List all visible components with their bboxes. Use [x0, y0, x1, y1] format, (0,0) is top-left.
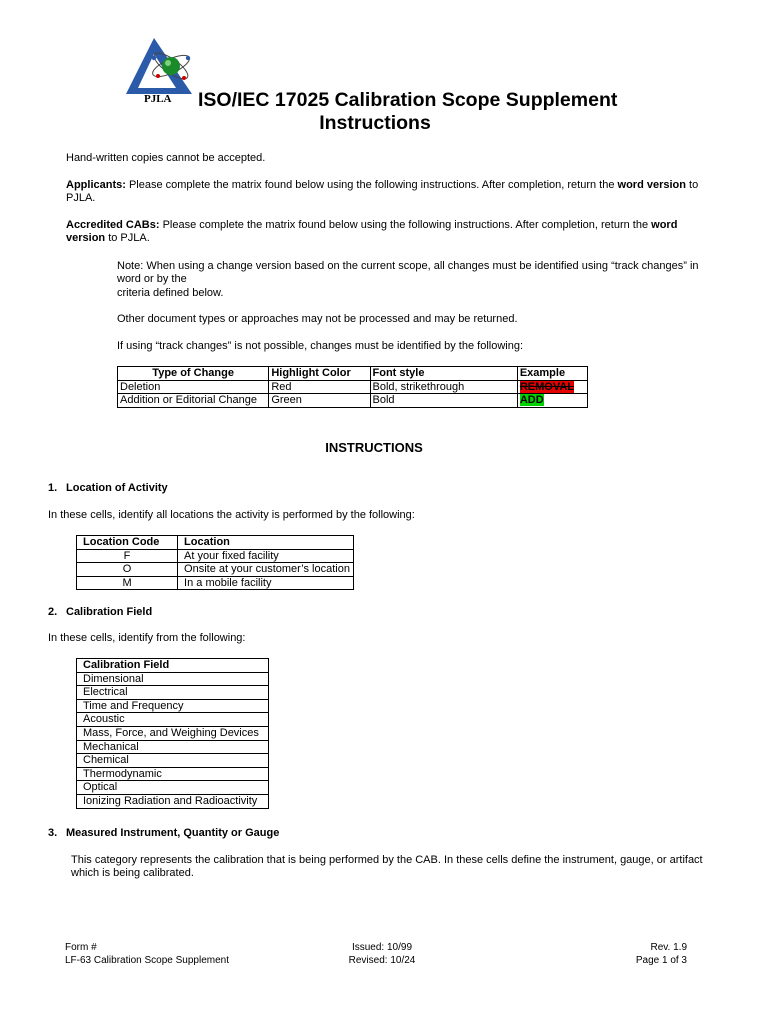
table-cell: Dimensional [77, 672, 269, 686]
table-cell: Thermodynamic [77, 767, 269, 781]
table-cell: In a mobile facility [178, 576, 354, 590]
table-cell: Time and Frequency [77, 699, 269, 713]
footer-form-name: LF-63 Calibration Scope Supplement [65, 955, 229, 966]
add-example: ADD [519, 394, 544, 407]
table-cell: Electrical [77, 686, 269, 700]
instructions-heading: INSTRUCTIONS [325, 440, 423, 455]
table-header-cell: Type of Change [118, 367, 269, 381]
section2-text: In these cells, identify from the following: [48, 632, 246, 644]
cabs-paragraph [66, 219, 706, 245]
cabs-label: Accredited CABs: [66, 219, 160, 231]
applicants-label: Applicants: [66, 179, 126, 191]
table-row [118, 380, 588, 394]
table-cell: Ionizing Radiation and Radioactivity [77, 794, 269, 808]
footer-revised: Revised: 10/24 [348, 955, 416, 966]
calibration-field-table [76, 658, 269, 809]
other-docs-text: Other document types or approaches may not be processed and may be returned. [117, 313, 518, 325]
table-cell: F [77, 549, 178, 563]
table-row [77, 576, 354, 590]
applicants-text: Please complete the matrix found below using the following instructions. After completion, return the [125, 179, 618, 191]
section3-title: Measured Instrument, Quantity or Gauge [66, 827, 280, 839]
table-header-cell: Location Code [77, 536, 178, 550]
logo-label: PJLA [144, 93, 172, 105]
table-cell: Deletion [118, 380, 269, 394]
table-cell: Bold [370, 394, 517, 408]
table-cell: Red [269, 380, 370, 394]
page-title-line1: ISO/IEC 17025 Calibration Scope Supplement [198, 89, 618, 111]
footer-rev: Rev. 1.9 [650, 942, 687, 953]
section3-number: 3. [48, 827, 58, 839]
section3-text-line2: which is being calibrated. [71, 867, 194, 879]
table-cell: M [77, 576, 178, 590]
table-row [77, 699, 269, 713]
table-row [77, 672, 269, 686]
page-title-line2: Instructions [319, 112, 431, 134]
table-cell: At your fixed facility [178, 549, 354, 563]
table-row [118, 394, 588, 408]
example-cell [517, 380, 587, 394]
applicants-end: to PJLA. [66, 179, 699, 204]
table-header-cell: Highlight Color [269, 367, 370, 381]
footer-issued: Issued: 10/99 [351, 942, 413, 953]
table-cell: Green [269, 394, 370, 408]
pjla-logo [124, 36, 194, 106]
table-cell: Addition or Editorial Change [118, 394, 269, 408]
table-cell: Acoustic [77, 713, 269, 727]
table-cell: Bold, strikethrough [370, 380, 517, 394]
table-header-cell: Calibration Field [77, 659, 269, 673]
table-row [77, 726, 269, 740]
cabs-word-version: word version [66, 219, 678, 244]
removal-example: REMOVAL [519, 380, 575, 393]
table-cell: O [77, 563, 178, 577]
table-header-cell: Font style [370, 367, 517, 381]
table-row [77, 549, 354, 563]
handwritten-notice: Hand-written copies cannot be accepted. [66, 152, 266, 164]
cabs-end: to PJLA. [105, 232, 150, 244]
applicants-word-version: word version [617, 179, 686, 191]
table-row [77, 781, 269, 795]
section2-title: Calibration Field [66, 606, 153, 618]
section1-number: 1. [48, 482, 58, 494]
section1-title: Location of Activity [66, 482, 168, 494]
section1-text: In these cells, identify all locations the activity is performed by the following: [48, 509, 415, 521]
table-cell: Optical [77, 781, 269, 795]
table-header-cell: Example [517, 367, 587, 381]
table-row [77, 713, 269, 727]
note-line2: criteria defined below. [117, 287, 224, 299]
table-row [77, 767, 269, 781]
table-header-row [118, 367, 588, 381]
table-header-row [77, 659, 269, 673]
table-row [77, 754, 269, 768]
table-row [77, 563, 354, 577]
footer-page-number: Page 1 of 3 [635, 955, 687, 966]
table-row [77, 794, 269, 808]
table-header-cell: Location [178, 536, 354, 550]
table-cell: Chemical [77, 754, 269, 768]
table-row [77, 686, 269, 700]
table-header-row [77, 536, 354, 550]
change-type-table [117, 366, 588, 408]
section3-text-line1: This category represents the calibration that is being performed by the CAB. In these cells define the instrument, gauge, or artifact [71, 854, 703, 866]
cabs-text: Please complete the matrix found below using the following instructions. After completion, return the [159, 219, 652, 231]
section2-number: 2. [48, 606, 58, 618]
note-line1: Note: When using a change version based on the current scope, all changes must be identified using “track changes” in word or by the [117, 260, 699, 285]
if-using-text: If using “track changes” is not possible, changes must be identified by the following: [117, 340, 524, 352]
footer-form-label: Form # [65, 942, 97, 953]
example-cell [517, 394, 587, 408]
applicants-paragraph [66, 179, 726, 205]
table-row [77, 740, 269, 754]
table-cell: Mechanical [77, 740, 269, 754]
table-cell: Mass, Force, and Weighing Devices [77, 726, 269, 740]
table-cell: Onsite at your customer’s location [178, 563, 354, 577]
location-code-table [76, 535, 354, 590]
